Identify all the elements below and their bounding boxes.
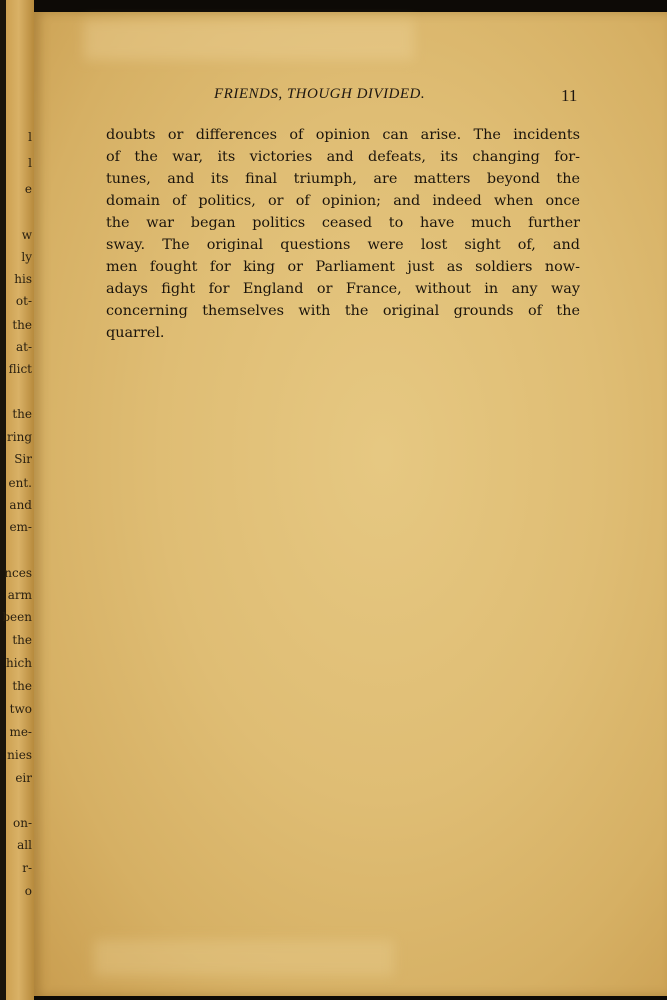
left-page-fragment: and [9, 498, 32, 512]
adjacent-page-edge [0, 0, 34, 1000]
left-page-fragment: e [24, 182, 32, 196]
left-page-fragment: arm [7, 588, 32, 602]
left-page-fragment: o [24, 884, 32, 898]
left-page-fragment: Sir [14, 452, 32, 466]
left-page-fragment: ly [21, 250, 32, 264]
text-line: sway. The original questions were lost sight of, and [106, 237, 580, 253]
left-page-fragment: the [12, 633, 32, 647]
left-page-fragment: all [17, 838, 32, 852]
left-page-fragment: nces [4, 566, 32, 580]
text-line: adays fight for England or France, without in any way [106, 281, 580, 297]
left-page-fragment: em- [9, 520, 32, 534]
left-page-fragment: nies [7, 748, 32, 762]
text-line: of the war, its victories and defeats, its changing for- [106, 149, 580, 165]
text-line: domain of politics, or of opinion; and indeed when once [106, 193, 580, 209]
left-page-fragment: at- [15, 340, 32, 354]
left-page-fragment: w [21, 228, 32, 242]
left-page-fragment: the [12, 407, 32, 421]
left-page-fragment: ent. [8, 476, 32, 490]
paper-stain [84, 20, 414, 60]
text-line: men fought for king or Parliament just as soldiers now- [106, 259, 580, 275]
left-page-fragment: ot- [15, 294, 32, 308]
left-page-fragment: hich [5, 656, 32, 670]
running-header-title: FRIENDS, THOUGH DIVIDED. [214, 86, 426, 102]
body-paragraph [106, 124, 580, 344]
text-line: tunes, and its final triumph, are matters beyond the [106, 171, 580, 187]
left-page-fragment: on- [12, 816, 32, 830]
page-number: 11 [561, 86, 578, 105]
left-page-fragment: l [28, 156, 32, 170]
left-page-fragment: his [14, 272, 32, 286]
text-line: quarrel. [106, 325, 165, 341]
text-line: the war began politics ceased to have much further [106, 215, 580, 231]
text-line: concerning themselves with the original grounds of the [106, 303, 580, 319]
book-spine-shadow [0, 0, 6, 1000]
paper-stain [94, 940, 394, 976]
left-page-fragment: ring [7, 430, 32, 444]
left-page-fragment: eir [15, 771, 32, 785]
left-page-fragment: me- [9, 725, 32, 739]
left-page-fragment: been [2, 610, 32, 624]
left-page-fragment: the [12, 318, 32, 332]
left-page-fragment: l [28, 130, 32, 144]
left-page-fragment: two [9, 702, 32, 716]
left-page-fragment: r- [22, 861, 32, 875]
left-page-fragment: the [12, 679, 32, 693]
text-line: doubts or differences of opinion can arise. The incidents [106, 127, 580, 143]
left-page-fragment: flict [8, 362, 32, 376]
